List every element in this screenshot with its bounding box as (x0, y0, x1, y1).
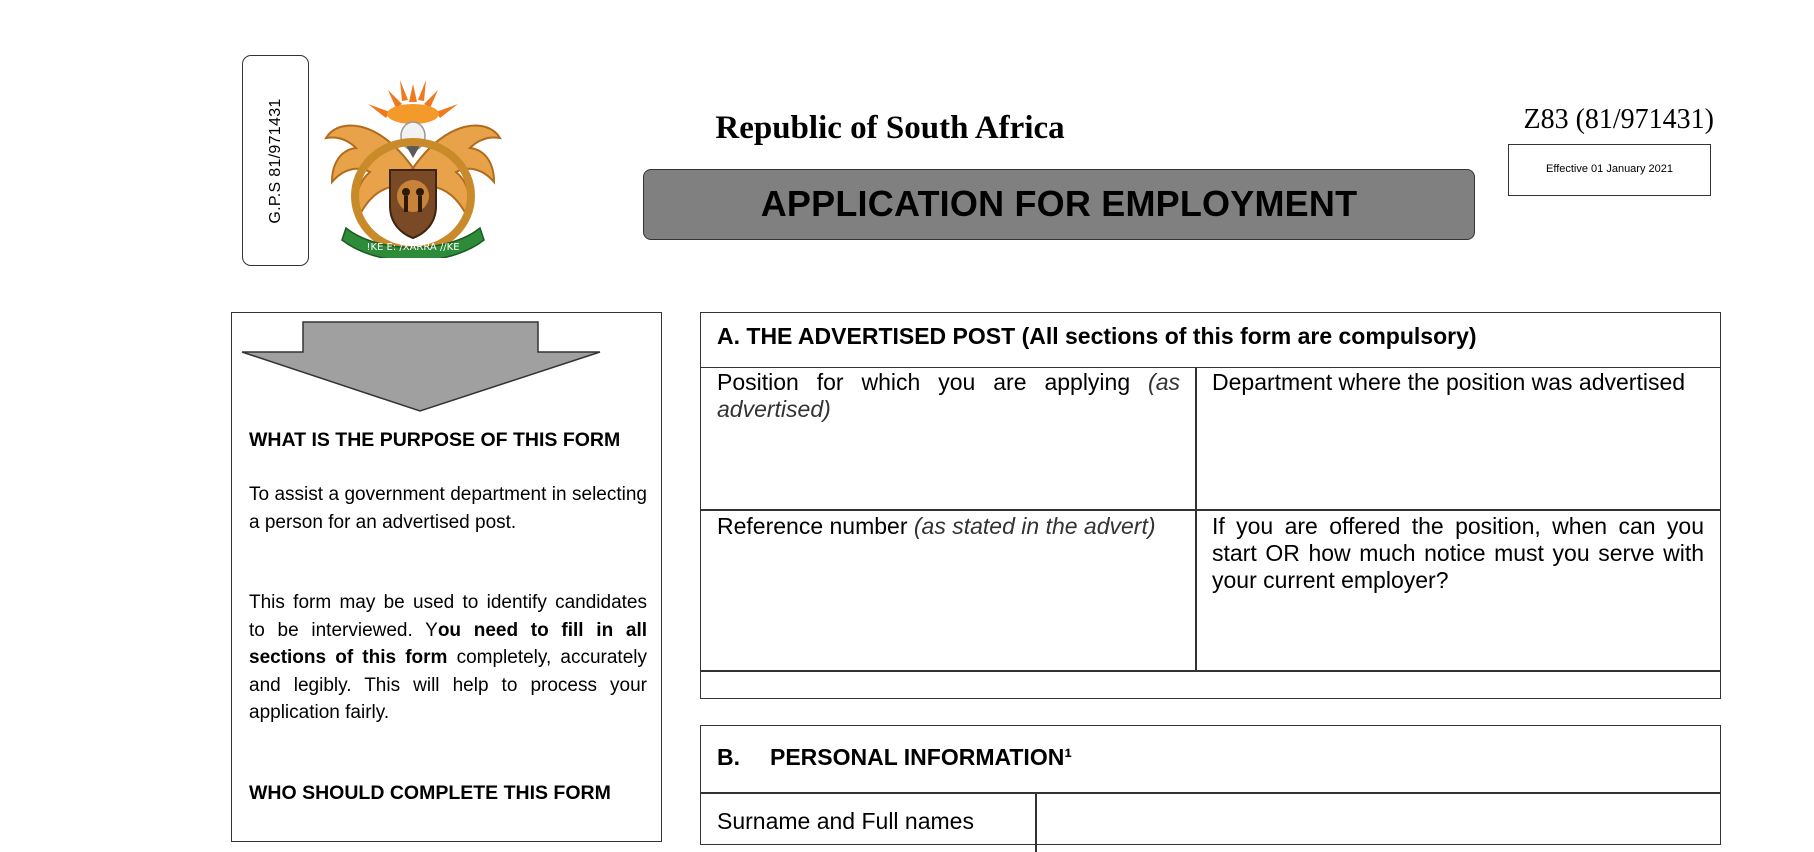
reference-number-field[interactable]: Reference number (as stated in the advert) (717, 513, 1156, 539)
country-name: Republic of South Africa (715, 110, 1065, 146)
gps-tag-box (242, 55, 309, 266)
instructions-sidebar (231, 312, 662, 842)
section-a-heading: A. THE ADVERTISED POST (All sections of this form are compulsory) (701, 313, 1720, 368)
effective-date-box: Effective 01 January 2021 (1508, 144, 1711, 196)
row-divider (701, 792, 1720, 794)
instructions-paragraph: This form may be used to identify candidates to be interviewed. You need to fill in all sections of this form completely, accurately and legibly. This will help to process your application fairly. (249, 592, 647, 723)
position-field[interactable]: Position for which you are applying (as advertised) (717, 369, 1180, 422)
start-date-notice-field[interactable]: If you are offered the position, when can you start OR how much notice must you serve with your current employer? (1212, 513, 1704, 593)
form-code: Z83 (81/971431) (1523, 104, 1714, 135)
section-a-advertised-post (700, 312, 1721, 699)
row-divider (701, 509, 1720, 511)
department-field[interactable]: Department where the position was advertised (1212, 369, 1686, 395)
who-heading: WHO SHOULD COMPLETE THIS FORM (249, 782, 611, 804)
coat-of-arms-logo (318, 78, 508, 258)
column-divider (1035, 792, 1037, 852)
gps-tag: G.P.S 81/971431 (266, 97, 284, 224)
form-title: APPLICATION FOR EMPLOYMENT (643, 169, 1475, 240)
down-arrow-icon (240, 316, 610, 416)
row-divider (701, 670, 1720, 672)
column-divider (1195, 368, 1197, 671)
purpose-text: To assist a government department in selecting a person for an advertised post. (249, 484, 647, 533)
section-b-personal-information (700, 725, 1721, 845)
instructions-emphasis: ou need to fill in all sections of this form (249, 619, 647, 668)
svg-text:!KE E: /XARRA //KE: !KE E: /XARRA //KE (366, 242, 460, 253)
surname-field[interactable]: Surname and Full names (717, 808, 974, 834)
section-b-heading: B. PERSONAL INFORMATION¹ (717, 744, 1072, 770)
purpose-heading: WHAT IS THE PURPOSE OF THIS FORM (249, 429, 621, 451)
